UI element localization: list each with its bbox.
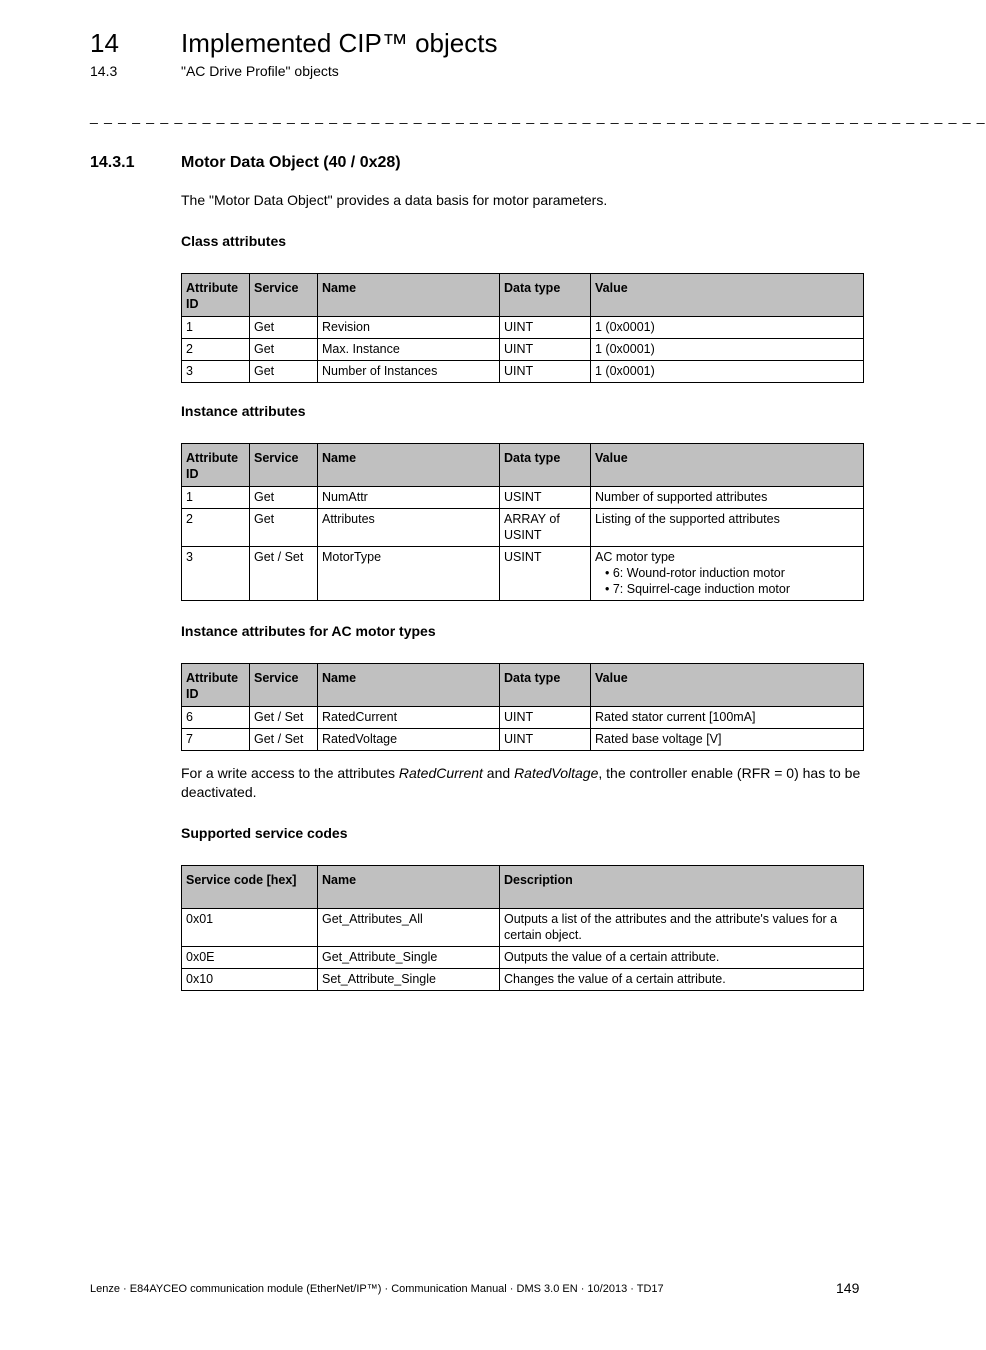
column-header: Service <box>250 274 318 317</box>
table-cell: Get / Set <box>250 707 318 729</box>
table-cell: Revision <box>318 317 500 339</box>
table-row <box>182 969 864 991</box>
table-cell: 1 <box>182 317 250 339</box>
table-cell: USINT <box>500 547 591 601</box>
table-cell: Get_Attributes_All <box>318 909 500 947</box>
column-header: Name <box>318 866 500 909</box>
column-header: Name <box>318 444 500 487</box>
table-row <box>182 729 864 751</box>
column-header: Data type <box>500 664 591 707</box>
table-cell: RatedVoltage <box>318 729 500 751</box>
table-cell: 0x01 <box>182 909 318 947</box>
service-codes-heading: Supported service codes <box>181 825 348 841</box>
table-cell: Changes the value of a certain attribute. <box>500 969 864 991</box>
table-cell: Number of Instances <box>318 361 500 383</box>
table-cell: UINT <box>500 707 591 729</box>
table-cell: UINT <box>500 361 591 383</box>
table-row <box>182 361 864 383</box>
table-cell: Attributes <box>318 509 500 547</box>
class-attributes-table <box>181 273 864 383</box>
section-number: 14.3 <box>90 63 118 79</box>
table-row <box>182 509 864 547</box>
column-header: Data type <box>500 274 591 317</box>
table-cell: 3 <box>182 547 250 601</box>
table-cell: Get <box>250 317 318 339</box>
column-header: Name <box>318 274 500 317</box>
table-cell: Rated base voltage [V] <box>591 729 864 751</box>
table-cell: 2 <box>182 339 250 361</box>
table-cell: Listing of the supported attributes <box>591 509 864 547</box>
instance-attributes-heading: Instance attributes <box>181 403 306 419</box>
column-header: Attribute ID <box>182 664 250 707</box>
instance-attributes-table <box>181 443 864 601</box>
table-cell: Get_Attribute_Single <box>318 947 500 969</box>
table-row <box>182 339 864 361</box>
intro-paragraph: The "Motor Data Object" provides a data basis for motor parameters. <box>181 192 608 208</box>
table-cell: 0x0E <box>182 947 318 969</box>
table-cell: Max. Instance <box>318 339 500 361</box>
table-cell: UINT <box>500 339 591 361</box>
table-row <box>182 909 864 947</box>
column-header: Attribute ID <box>182 274 250 317</box>
table-row <box>182 947 864 969</box>
table-cell: Outputs the value of a certain attribute. <box>500 947 864 969</box>
write-access-note <box>181 764 863 802</box>
table-cell: Get <box>250 487 318 509</box>
table-cell: RatedCurrent <box>318 707 500 729</box>
table-cell: 2 <box>182 509 250 547</box>
chapter-number: 14 <box>90 28 119 58</box>
table-row <box>182 317 864 339</box>
chapter-title: Implemented CIP™ objects <box>181 28 498 58</box>
column-header: Attribute ID <box>182 444 250 487</box>
column-header: Service <box>250 664 318 707</box>
column-header: Service code [hex] <box>182 866 318 909</box>
table-header-row <box>182 664 864 707</box>
class-attributes-heading: Class attributes <box>181 233 287 249</box>
table-cell: Number of supported attributes <box>591 487 864 509</box>
table-header-row <box>182 274 864 317</box>
table-cell: 1 (0x0001) <box>591 339 864 361</box>
table-cell: Get <box>250 509 318 547</box>
column-header: Value <box>591 274 864 317</box>
table-cell: 1 <box>182 487 250 509</box>
footer-text: Lenze · E84AYCEO communication module (EtherNet/IP™) · Communication Manual · DMS 3.0 EN · 10/2013 · TD17 <box>90 1283 664 1295</box>
table-cell: Get / Set <box>250 729 318 751</box>
table-cell: USINT <box>500 487 591 509</box>
table-cell: UINT <box>500 317 591 339</box>
table-cell: 0x10 <box>182 969 318 991</box>
table-cell: Outputs a list of the attributes and the attribute's values for a certain object. <box>500 909 864 947</box>
section-title: "AC Drive Profile" objects <box>181 63 339 79</box>
table-cell: NumAttr <box>318 487 500 509</box>
table-cell: 3 <box>182 361 250 383</box>
subsection-title: Motor Data Object (40 / 0x28) <box>181 154 401 171</box>
column-header: Value <box>591 664 864 707</box>
column-header: Description <box>500 866 864 909</box>
table-header-row <box>182 444 864 487</box>
column-header: Service <box>250 444 318 487</box>
table-cell: Set_Attribute_Single <box>318 969 500 991</box>
table-cell: ARRAY of USINT <box>500 509 591 547</box>
list-item: • 7: Squirrel-cage induction motor <box>605 582 791 596</box>
table-cell: 1 (0x0001) <box>591 317 864 339</box>
motor-type-label: AC motor type <box>595 550 675 564</box>
column-header: Value <box>591 444 864 487</box>
note-attribute-name: RatedVoltage <box>514 765 599 781</box>
service-codes-table <box>181 865 864 991</box>
table-cell: MotorType <box>318 547 500 601</box>
subsection-number: 14.3.1 <box>90 154 135 171</box>
table-row <box>182 707 864 729</box>
page-number: 149 <box>836 1280 860 1296</box>
table-cell: 1 (0x0001) <box>591 361 864 383</box>
list-item: • 6: Wound-rotor induction motor <box>605 566 785 580</box>
note-attribute-name: RatedCurrent <box>398 765 483 781</box>
table-cell: UINT <box>500 729 591 751</box>
table-cell: Rated stator current [100mA] <box>591 707 864 729</box>
table-header-row <box>182 866 864 909</box>
table-row <box>182 487 864 509</box>
ac-motor-attributes-table <box>181 663 864 751</box>
column-header: Data type <box>500 444 591 487</box>
table-cell: Get <box>250 361 318 383</box>
table-row <box>182 547 864 601</box>
header-separator: _ _ _ _ _ _ _ _ _ _ _ _ _ _ _ _ _ _ _ _ _ _ _ _ _ _ _ _ _ _ _ _ _ _ _ _ _ _ _ _ _ _ _ _ _ _ _ _ _ _ _ _ _ _ _ _ _ _ _ _ _ _ _ _ <box>90 108 986 124</box>
note-text: , the controller enable (RFR = 0) has to be deactivated. <box>181 765 861 800</box>
note-text: and <box>482 765 515 781</box>
note-text: For a write access to the attributes <box>181 765 399 781</box>
table-cell: Get / Set <box>250 547 318 601</box>
table-cell: 6 <box>182 707 250 729</box>
table-cell: Get <box>250 339 318 361</box>
ac-motor-attributes-heading: Instance attributes for AC motor types <box>181 623 436 639</box>
table-cell: 7 <box>182 729 250 751</box>
table-cell <box>591 547 864 601</box>
column-header: Name <box>318 664 500 707</box>
